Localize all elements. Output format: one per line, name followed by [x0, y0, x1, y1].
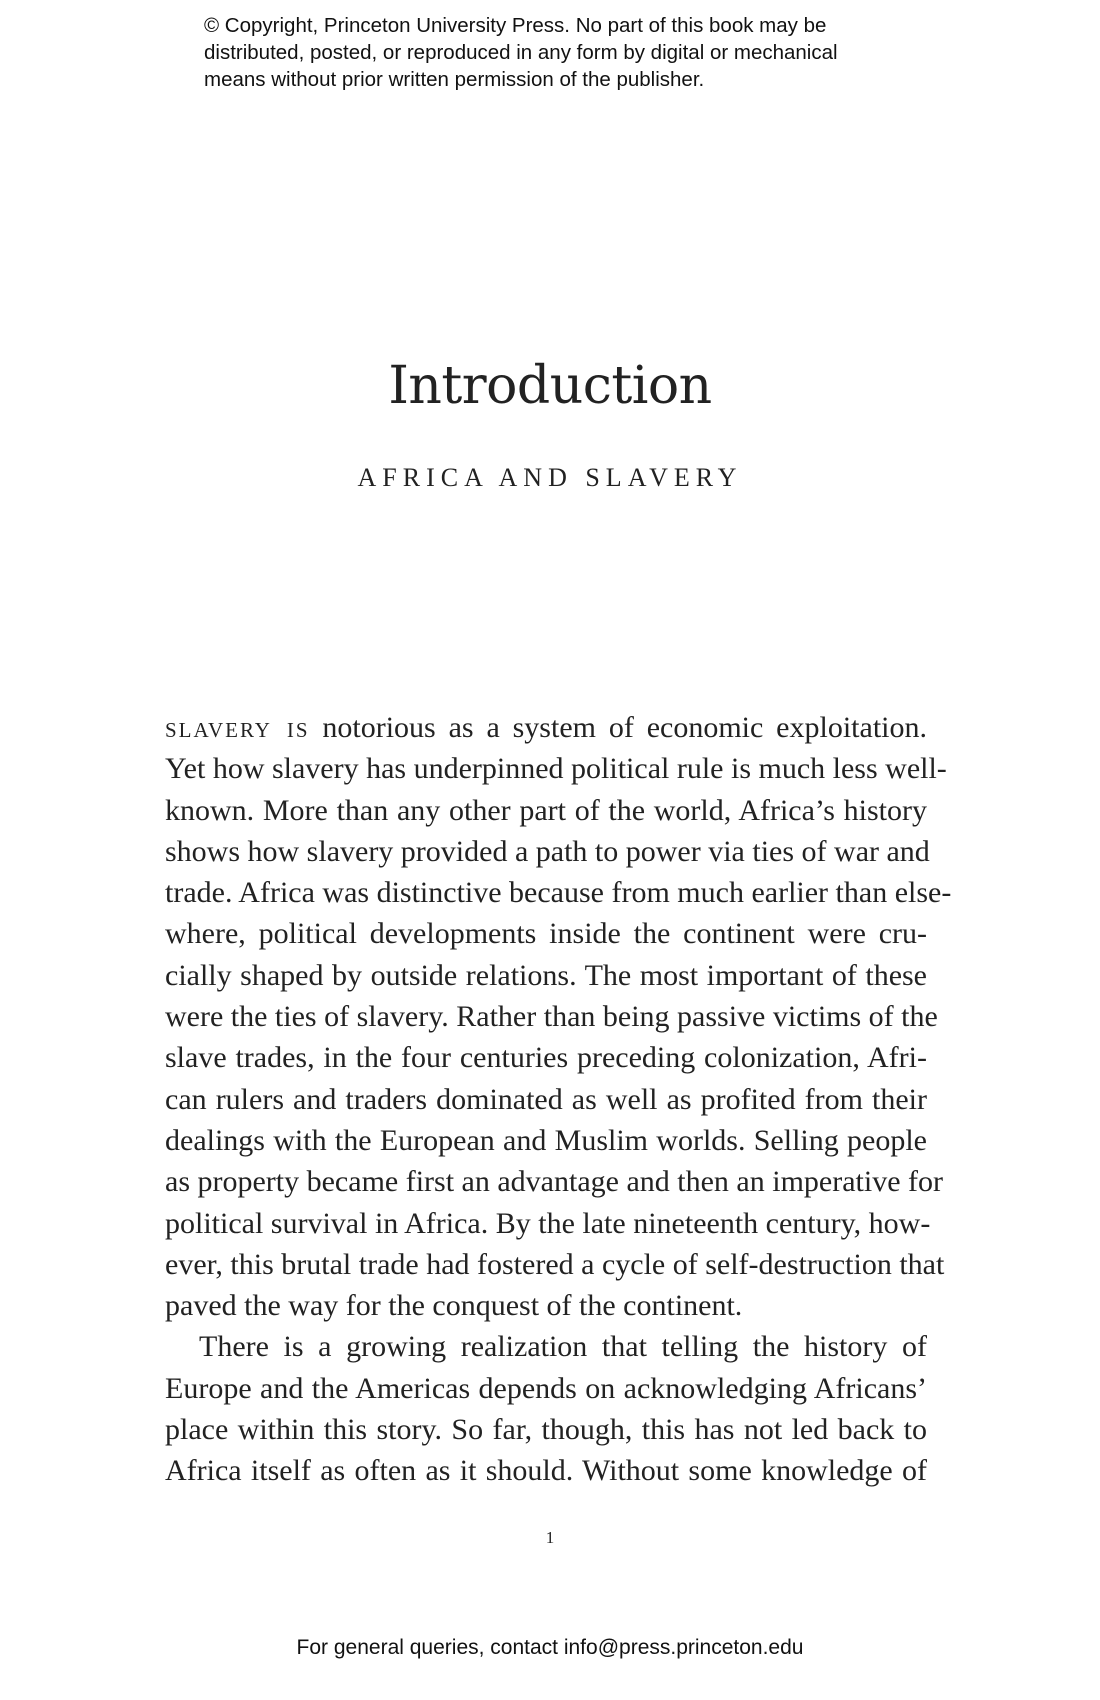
- body-line: trade. Africa was distinctive because from much earlier than else-: [165, 876, 952, 910]
- body-line: cially shaped by outside relations. The most important of these: [165, 958, 927, 992]
- body-line: slave trades, in the four centuries preceding colonization, Afri-: [165, 1041, 927, 1075]
- footer-contact: For general queries, contact info@press.princeton.edu: [296, 1636, 804, 1659]
- copyright-notice: [204, 12, 924, 93]
- body-line: ever, this brutal trade had fostered a cycle of self-destruction that: [165, 1247, 945, 1281]
- copyright-line: © Copyright, Princeton University Press. No part of this book may be: [204, 14, 827, 37]
- body-line: place within this story. So far, though, this has not led back to: [165, 1413, 927, 1447]
- body-line: Europe and the Americas depends on acknowledging Africans’: [165, 1371, 927, 1405]
- copyright-line: distributed, posted, or reproduced in any form by digital or mechanical: [204, 41, 838, 64]
- body-line: shows how slavery provided a path to power via ties of war and: [165, 834, 930, 868]
- body-line: known. More than any other part of the world, Africa’s history: [165, 793, 927, 827]
- body-line: as property became first an advantage and then an imperative for: [165, 1165, 943, 1199]
- opening-words: slavery is: [165, 711, 310, 744]
- body-line: [165, 707, 927, 748]
- body-line: Africa itself as often as it should. Without some knowledge of: [165, 1454, 927, 1488]
- body-line: dealings with the European and Muslim worlds. Selling people: [165, 1123, 927, 1157]
- body-line-text: notorious as a system of economic exploitation.: [309, 711, 927, 744]
- body-line: can rulers and traders dominated as well as profited from their: [165, 1082, 927, 1116]
- body-line: There is a growing realization that telling the history of: [199, 1330, 927, 1364]
- body-line: were the ties of slavery. Rather than being passive victims of the: [165, 1000, 938, 1034]
- body-line: where, political developments inside the continent were cru-: [165, 917, 927, 951]
- page-number: 1: [545, 1528, 555, 1547]
- chapter-title: Introduction: [388, 356, 712, 416]
- chapter-subtitle: AFRICA AND SLAVERY: [357, 463, 743, 492]
- body-line: Yet how slavery has underpinned political rule is much less well-: [165, 752, 947, 786]
- body-line: paved the way for the conquest of the continent.: [165, 1289, 743, 1323]
- body-line: political survival in Africa. By the late nineteenth century, how-: [165, 1206, 931, 1240]
- body-text: [165, 707, 952, 1492]
- copyright-line: means without prior written permission of the publisher.: [204, 68, 705, 91]
